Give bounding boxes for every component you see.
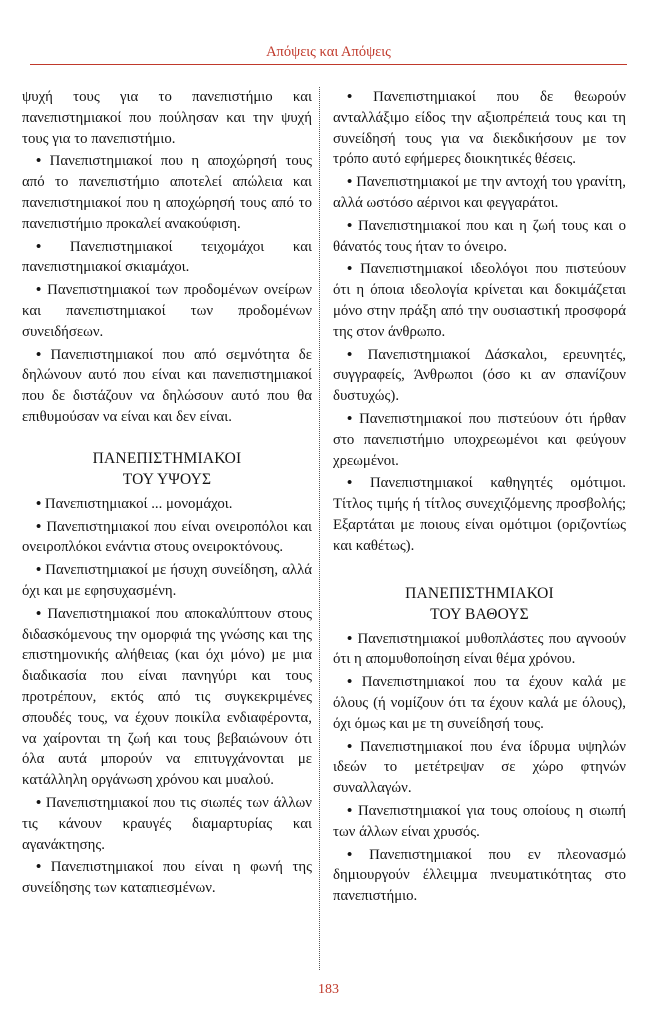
section-heading-line: ΤΟΥ ΥΨΟΥΣ <box>122 470 212 488</box>
running-header: Απόψεις και Απόψεις <box>266 44 391 60</box>
list-item: • Πανεπιστημιακοί για τους οποίους η σιωπή των άλλων είναι χρυσός. <box>333 801 626 843</box>
header-rule <box>30 64 627 65</box>
list-item: • Πανεπιστημιακοί Δάσκαλοι, ερευνητές, συγγραφείς, Άνθρωποι (όσο κι αν σπανίζουν δυστυχώς). <box>333 345 626 407</box>
list-item: • Πανεπιστημιακοί που τις σιωπές των άλλων τις κάνουν κραυγές διαμαρτυρίας και αγανάκτησης. <box>22 793 312 855</box>
list-item: • Πανεπιστημιακοί που ένα ίδρυμα υψηλών ιδεών το μετέτρεψαν σε χώρο φτηνών συναλλαγών. <box>333 737 626 799</box>
section-heading-ypsous <box>22 448 312 490</box>
section-heading-line: ΠΑΝΕΠΙΣΤΗΜΙΑΚΟΙ <box>405 584 554 602</box>
list-item: • Πανεπιστημιακοί ιδεολόγοι που πιστεύουν ότι η όποια ιδεολογία κρίνεται και δοκιμάζεται μόνο στην πράξη από την ουσιαστική προσφορά της στον άνθρωπο. <box>333 259 626 342</box>
list-item: • Πανεπιστημιακοί που δε θεωρούν ανταλλάξιμο είδος την αξιοπρέπειά τους και τη συνείδησή τους για να διεκδικήσουν με τον τρόπο αυτό εφήμερες διοικητικές θέσεις. <box>333 87 626 170</box>
list-item: • Πανεπιστημιακοί μυθοπλάστες που αγνοούν ότι η απομυθοποίηση είναι θέμα χρόνου. <box>333 629 626 671</box>
right-column <box>333 87 626 909</box>
left-column <box>22 87 312 901</box>
list-item: • Πανεπιστημιακοί τειχομάχοι και πανεπιστημιακοί σκιαμάχοι. <box>22 237 312 279</box>
continuation-paragraph: ψυχή τους για το πανεπιστήμιο και πανεπιστημιακοί που πούλησαν και την ψυχή τους για το πανεπιστήμιο. <box>22 89 312 147</box>
list-item: • Πανεπιστημιακοί που τα έχουν καλά με όλους (ή νομίζουν ότι τα έχουν καλά με όλους), όχι όμως και με τη συνείδησή τους. <box>333 672 626 734</box>
list-item: • Πανεπιστημιακοί καθηγητές ομότιμοι. Τίτλος τιμής ή τίτλος συνεχιζόμενης προσβολής; Εξαρτάται με ποιους είναι ομότιμοι (οριζοντίως και καθέτως). <box>333 473 626 556</box>
list-item: • Πανεπιστημιακοί με την αντοχή του γρανίτη, αλλά ωστόσο αέρινοι και φεγγαράτοι. <box>333 172 626 214</box>
column-divider <box>319 87 320 970</box>
list-item: • Πανεπιστημιακοί ... μονομάχοι. <box>22 494 312 515</box>
list-item: • Πανεπιστημιακοί με ήσυχη συνείδηση, αλλά όχι και με εφησυχασμένη. <box>22 560 312 602</box>
section-heading-line: ΠΑΝΕΠΙΣΤΗΜΙΑΚΟΙ <box>92 449 242 467</box>
list-item: • Πανεπιστημιακοί που πιστεύουν ότι ήρθαν στο πανεπιστήμιο υποχρεωμένοι και φεύγουν χρεωμένοι. <box>333 409 626 471</box>
list-item: • Πανεπιστημιακοί που από σεμνότητα δε δηλώνουν αυτό που είναι και πανεπιστημιακοί που δε διστάζουν να δηλώσουν αυτό που θα επιθυμούσαν να είναι και δεν είναι. <box>22 345 312 428</box>
list-item: • Πανεπιστημιακοί που εν πλεονασμώ δημιουργούν έλλειμμα πνευματικότητας στο πανεπιστήμιο. <box>333 845 626 907</box>
section-heading-vathous <box>333 583 626 625</box>
list-item: • Πανεπιστημιακοί που είναι η φωνή της συνείδησης των καταπιεσμένων. <box>22 857 312 899</box>
list-item: • Πανεπιστημιακοί των προδομένων ονείρων και πανεπιστημιακοί των προδομένων συνειδήσεων. <box>22 280 312 342</box>
list-item: • Πανεπιστημιακοί που και η ζωή τους και ο θάνατός τους ήταν το όνειρο. <box>333 216 626 258</box>
page-number: 183 <box>318 982 339 997</box>
list-item: • Πανεπιστημιακοί που η αποχώρησή τους από το πανεπιστήμιο αποτελεί απώλεια και πανεπιστημιακοί που η αποχώρησή τους από το πανεπιστήμιο προκαλεί ανακούφιση. <box>22 151 312 234</box>
section-heading-line: ΤΟΥ ΒΑΘΟΥΣ <box>430 605 529 623</box>
list-item: • Πανεπιστημιακοί που αποκαλύπτουν στους διδασκόμενους την ομορφιά της γνώσης και της επιστημονικής αλήθειας (και όχι μόνο) με μια διαδικασία που είναι πανηγύρι και τους προτρέπουν, εκτός από τις συγκεκριμένες σπουδές τους, να έχουν ποικίλα ενδιαφέροντα, να χαίρονται τη ζωή και τους βεβαιώνουν ότι όλα αυτά μπορούν να επιτυγχάνονται με κατάλληλη οργάνωση χρόνου και μυαλού. <box>22 604 312 791</box>
list-item: • Πανεπιστημιακοί που είναι ονειροπόλοι και ονειροπλόκοι ενάντια στους ονειροκτόνους. <box>22 517 312 559</box>
